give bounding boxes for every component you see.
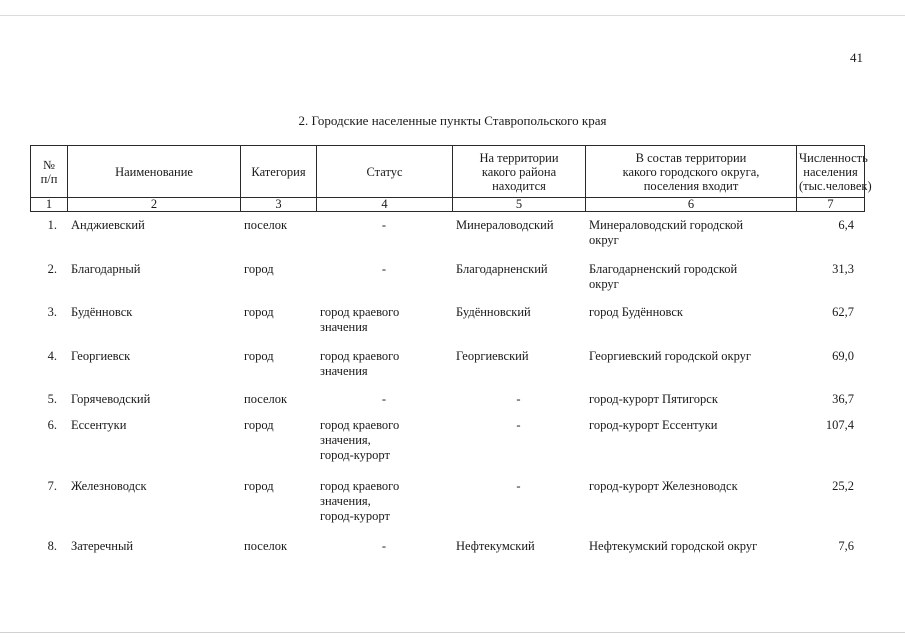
settlement-category: поселок xyxy=(244,539,288,553)
settlement-name: Будённовск xyxy=(71,305,133,319)
row-number: 8. xyxy=(47,539,57,553)
table-row xyxy=(30,260,864,303)
settlement-name: Железноводск xyxy=(71,479,147,493)
settlement-district: Минераловодский xyxy=(456,218,554,232)
settlement-name: Затеречный xyxy=(71,539,134,553)
row-number: 4. xyxy=(47,349,57,363)
table-row xyxy=(30,216,864,260)
header-cell-category: Категория xyxy=(241,146,317,198)
settlement-okrug: Минераловодский городской округ xyxy=(589,218,744,247)
settlement-status: - xyxy=(381,262,387,276)
settlement-status: - xyxy=(381,392,387,406)
column-number: 7 xyxy=(797,198,865,212)
settlement-district: - xyxy=(516,418,521,432)
settlement-district: - xyxy=(516,392,521,406)
settlement-status: - xyxy=(381,218,387,232)
settlement-okrug: город-курорт Пятигорск xyxy=(589,392,718,406)
row-number: 6. xyxy=(47,418,57,432)
settlement-okrug: город-курорт Железноводск xyxy=(589,479,738,493)
settlement-name: Анджиевский xyxy=(71,218,145,232)
page-number: 41 xyxy=(850,50,863,65)
settlement-okrug: Георгиевский городской округ xyxy=(589,349,752,363)
settlement-status: город краевого значения xyxy=(320,349,400,378)
settlement-category: город xyxy=(244,262,274,276)
header-cell-population: Численность населения (тыс.человек) xyxy=(797,146,865,198)
table-row xyxy=(30,390,864,416)
column-number: 4 xyxy=(317,198,453,212)
settlement-population: 69,0 xyxy=(832,349,854,363)
table-row xyxy=(30,303,864,347)
row-number: 1. xyxy=(47,218,57,232)
column-number-row xyxy=(31,198,865,212)
settlement-population: 36,7 xyxy=(832,392,854,406)
settlement-district: Благодарненский xyxy=(456,262,548,276)
settlement-category: город xyxy=(244,418,274,432)
settlement-name: Горячеводский xyxy=(71,392,151,406)
column-number: 1 xyxy=(31,198,68,212)
document-title: 2. Городские населенные пункты Ставропольского края xyxy=(298,113,607,128)
header-cell-status: Статус xyxy=(317,146,453,198)
settlement-population: 62,7 xyxy=(832,305,854,319)
column-number: 3 xyxy=(241,198,317,212)
column-number: 6 xyxy=(586,198,797,212)
table-row xyxy=(30,347,864,390)
settlement-population: 25,2 xyxy=(832,479,854,493)
settlement-name: Георгиевск xyxy=(71,349,131,363)
settlement-status: город краевого значения, город-курорт xyxy=(320,479,400,523)
header-cell-name: Наименование xyxy=(68,146,241,198)
settlement-district: Георгиевский xyxy=(456,349,529,363)
row-number: 7. xyxy=(47,479,57,493)
table-body xyxy=(30,216,864,563)
settlement-population: 7,6 xyxy=(838,539,854,553)
settlement-population: 31,3 xyxy=(832,262,854,276)
table-row xyxy=(30,477,864,537)
settlement-population: 107,4 xyxy=(825,418,854,432)
settlement-district: Нефтекумский xyxy=(456,539,535,553)
column-number: 2 xyxy=(68,198,241,212)
settlement-category: поселок xyxy=(244,218,288,232)
settlement-okrug: город-курорт Ессентуки xyxy=(589,418,718,432)
settlement-name: Благодарный xyxy=(71,262,141,276)
header-cell-district: На территории какого района находится xyxy=(453,146,586,198)
settlement-status: город краевого значения xyxy=(320,305,400,334)
settlement-name: Ессентуки xyxy=(71,418,127,432)
header-cell-number: № п/п xyxy=(31,146,68,198)
settlement-category: город xyxy=(244,479,274,493)
table-row xyxy=(30,537,864,563)
settlement-category: город xyxy=(244,305,274,319)
settlement-district: Будённовский xyxy=(456,305,531,319)
scan-line-bottom xyxy=(0,632,905,633)
header-cell-okrug: В состав территории какого городского округа, поселения входит xyxy=(586,146,797,198)
row-number: 2. xyxy=(47,262,57,276)
table-row xyxy=(30,416,864,477)
row-number: 3. xyxy=(47,305,57,319)
scan-line-top xyxy=(0,15,905,16)
settlement-okrug: город Будённовск xyxy=(589,305,684,319)
settlement-okrug: Нефтекумский городской округ xyxy=(589,539,758,553)
row-number: 5. xyxy=(47,392,57,406)
settlement-district: - xyxy=(516,479,521,493)
column-number: 5 xyxy=(453,198,586,212)
settlement-okrug: Благодарненский городской округ xyxy=(589,262,738,291)
settlement-status: город краевого значения, город-курорт xyxy=(320,418,400,462)
header-row xyxy=(31,146,865,198)
settlement-status: - xyxy=(381,539,387,553)
table-header xyxy=(30,145,872,212)
settlement-category: поселок xyxy=(244,392,288,406)
settlement-population: 6,4 xyxy=(838,218,854,232)
settlement-category: город xyxy=(244,349,274,363)
